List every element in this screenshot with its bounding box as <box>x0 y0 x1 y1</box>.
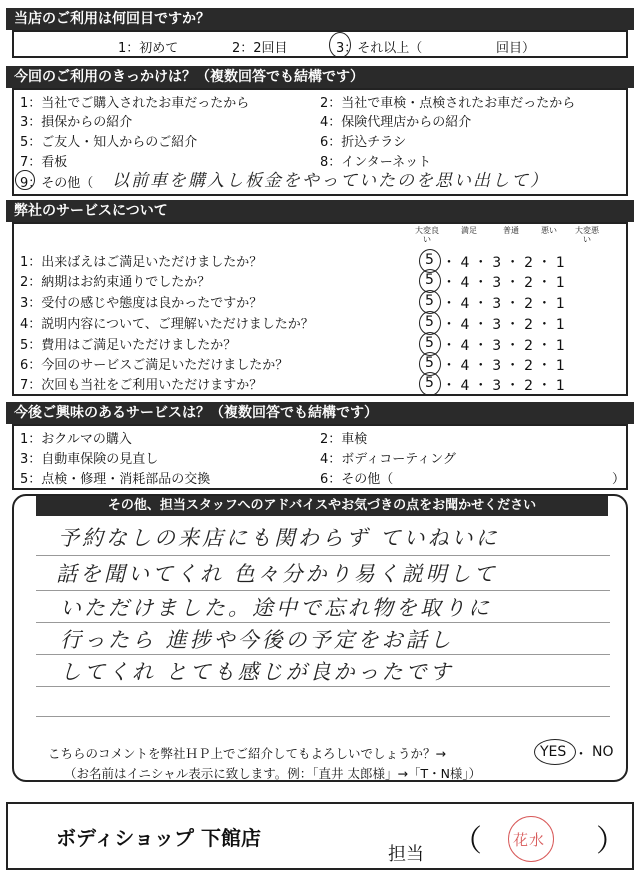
rating-5[interactable]: 5 <box>425 272 434 288</box>
trigger-item-6[interactable]: 6：折込チラシ <box>320 135 407 150</box>
rating-5[interactable]: 5 <box>425 293 434 309</box>
trigger-header: 今回のご利用のきっかけは？（複数回答でも結構です） <box>6 66 634 88</box>
trigger-item-5[interactable]: 5：ご友人・知人からのご紹介 <box>20 135 198 150</box>
rating-rest[interactable]: ・ 4 ・ 3 ・ 2 ・ 1 <box>442 338 565 354</box>
rating-rest[interactable]: ・ 4 ・ 3 ・ 2 ・ 1 <box>442 358 565 374</box>
scale-label-3: 普通 <box>503 226 519 235</box>
interest-item-6-close: ） <box>612 472 626 487</box>
visit-header: 当店のご利用は何回目ですか？ <box>6 8 634 30</box>
visit-box <box>12 30 628 58</box>
comment-line-1: 予約なしの来店にも関わらず ていねいに <box>58 526 500 550</box>
visit-option-2[interactable]: 2：2回目 <box>232 41 288 56</box>
scale-label-5: 大変良い <box>415 226 439 244</box>
comment-line-5: してくれ とても感じが良かったです <box>60 660 454 684</box>
service-header: 弊社のサービスについて <box>6 200 634 222</box>
service-question: 6：今回のサービスご満足いただけましたか？ <box>20 358 289 373</box>
interest-item-1[interactable]: 1：おクルマの購入 <box>20 432 132 447</box>
scale-label-4: 満足 <box>461 226 477 235</box>
comments-header: その他、担当スタッフへのアドバイスやお気づきの点をお聞かせください <box>36 496 608 516</box>
service-question: 3：受付の感じや態度は良かったですか？ <box>20 296 263 311</box>
consent-question: こちらのコメントを弊社ＨＰ上でご紹介してもよろしいでしょうか？→ <box>48 746 446 761</box>
comment-rule <box>36 590 610 591</box>
scale-label-2: 悪い <box>541 226 557 235</box>
rating-5[interactable]: 5 <box>425 314 434 330</box>
trigger-other-handwritten: 以前車を購入し板金をやっていたのを思い出して） <box>112 171 549 191</box>
consent-selection-circle <box>534 739 576 765</box>
visit-option-3[interactable]: 3：それ以上（ <box>336 41 423 56</box>
rating-rest[interactable]: ・ 4 ・ 3 ・ 2 ・ 1 <box>442 275 565 291</box>
scale-label-1: 大変悪い <box>575 226 599 244</box>
staff-paren-open: （ <box>452 824 482 859</box>
staff-label: 担当 <box>388 844 424 865</box>
rating-rest[interactable]: ・ 4 ・ 3 ・ 2 ・ 1 <box>442 317 565 333</box>
comment-line-4: 行ったら 進捗や今後の予定をお話し <box>60 628 454 652</box>
comment-line-3: いただけました。途中で忘れ物を取りに <box>60 596 492 620</box>
comment-line-2: 話を聞いてくれ 色々分かり易く説明して <box>56 562 498 586</box>
staff-stamp <box>508 816 554 862</box>
staff-stamp-text: 花水 <box>513 831 546 849</box>
comment-rule <box>36 716 610 717</box>
visit-selection-circle <box>329 32 351 58</box>
trigger-item-3[interactable]: 3：損保からの紹介 <box>20 115 133 130</box>
service-question: 1：出来ばえはご満足いただけましたか？ <box>20 255 263 270</box>
rating-5[interactable]: 5 <box>425 335 434 351</box>
rating-rest[interactable]: ・ 4 ・ 3 ・ 2 ・ 1 <box>442 378 565 394</box>
interest-item-3[interactable]: 3：自動車保険の見直し <box>20 452 159 467</box>
rating-5[interactable]: 5 <box>425 355 434 371</box>
trigger-item-2[interactable]: 2：当社で車検・点検されたお車だったから <box>320 96 576 111</box>
interest-item-5[interactable]: 5：点検・修理・消耗部品の交換 <box>20 472 211 487</box>
trigger-item-8[interactable]: 8：インターネット <box>320 155 432 170</box>
rating-5[interactable]: 5 <box>425 375 434 391</box>
service-question: 2：納期はお約束通りでしたか？ <box>20 275 211 290</box>
interest-item-4[interactable]: 4：ボディコーティング <box>320 452 456 467</box>
rating-selection-circle <box>419 372 441 396</box>
service-question: 7：次回も当社をご利用いただけますか？ <box>20 378 263 393</box>
staff-paren-close: ） <box>596 824 626 859</box>
trigger-item-9[interactable]: 9：その他（ <box>20 176 94 191</box>
consent-no[interactable]: NO <box>592 744 614 760</box>
trigger-selection-circle <box>15 170 35 190</box>
comment-rule <box>36 622 610 623</box>
comment-rule <box>36 654 610 655</box>
rating-rest[interactable]: ・ 4 ・ 3 ・ 2 ・ 1 <box>442 296 565 312</box>
rating-rest[interactable]: ・ 4 ・ 3 ・ 2 ・ 1 <box>442 255 565 271</box>
trigger-item-4[interactable]: 4：保険代理店からの紹介 <box>320 115 472 130</box>
consent-note: （お名前はイニシャル表示に致します。例：「直井 太郎様」→「T・N様」） <box>64 766 482 781</box>
comment-rule <box>36 686 610 687</box>
trigger-item-7[interactable]: 7：看板 <box>20 155 68 170</box>
shop-name: ボディショップ 下館店 <box>56 826 261 850</box>
trigger-item-1[interactable]: 1：当社でご購入されたお車だったから <box>20 96 250 111</box>
interest-header: 今後ご興味のあるサービスは？（複数回答でも結構です） <box>6 402 634 424</box>
consent-yes[interactable]: YES <box>540 744 567 760</box>
service-question: 4：説明内容について、ご理解いただけましたか？ <box>20 317 314 332</box>
consent-dot: ・ <box>574 747 588 763</box>
rating-5[interactable]: 5 <box>425 252 434 268</box>
visit-option-1[interactable]: 1：初めて <box>118 41 179 56</box>
service-question: 5：費用はご満足いただけましたか？ <box>20 338 237 353</box>
comment-rule <box>36 555 610 556</box>
visit-option-count[interactable]: 回目） <box>496 41 536 56</box>
interest-item-6[interactable]: 6：その他（ <box>320 472 394 487</box>
interest-item-2[interactable]: 2：車検 <box>320 432 368 447</box>
